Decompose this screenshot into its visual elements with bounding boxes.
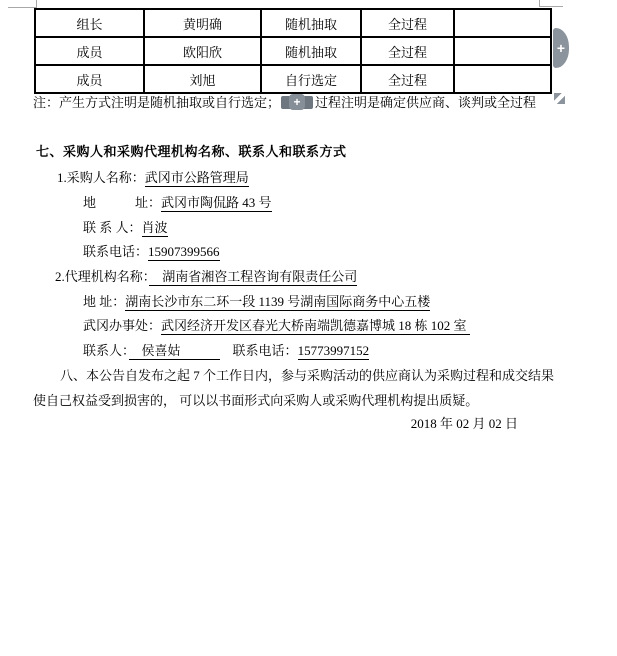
cell-empty [454, 9, 551, 37]
committee-table [34, 8, 552, 94]
purchaser-phone-line [83, 241, 220, 260]
field-value: 湖南省湘咨工程咨询有限责任公司 [149, 269, 358, 284]
section7-heading: 七、采购人和采购代理机构名称、联系人和联系方式 [36, 144, 347, 159]
plus-icon: + [556, 40, 566, 56]
field-label: 2.代理机构名称： [55, 269, 150, 284]
field-label: 地 址： [83, 294, 126, 309]
field-value: 15773997152 [297, 343, 370, 358]
table-row [35, 9, 551, 37]
agency-name-line [55, 266, 357, 285]
cell-role: 成员 [35, 37, 144, 65]
cell-selection-method: 随机抽取 [261, 9, 361, 37]
table-note [33, 92, 536, 111]
cell-process: 全过程 [361, 37, 454, 65]
field-label: 1.采购人名称： [57, 170, 145, 185]
section8-paragraph-line1: 八、本公告自发布之起 7 个工作日内，参与采购活动的供应商认为采购过程和成交结果 [60, 368, 555, 383]
cell-selection-method: 自行选定 [261, 65, 361, 93]
cell-selection-method: 随机抽取 [261, 37, 361, 65]
cell-role: 组长 [35, 9, 144, 37]
field-value: 湖南长沙市东二环一段 1139 号湖南国际商务中心五楼 [125, 294, 431, 309]
note-prefix: 注：产生方式注明是随机抽取或自行选定； [33, 95, 281, 110]
field-value: 武冈市公路管理局 [144, 170, 249, 185]
field-label: 联系电话： [232, 343, 298, 358]
crop-mark-top-right-vertical [539, 0, 540, 6]
field-label: 地 址： [83, 195, 162, 210]
field-value: 肖波 [141, 220, 168, 235]
plus-icon: + [289, 94, 305, 110]
cell-name: 黄明确 [144, 9, 261, 37]
diagonal-resize-icon[interactable] [554, 93, 565, 104]
crop-mark-top-left-horizontal [8, 7, 37, 8]
plus-overlay-badge[interactable] [281, 96, 313, 109]
cell-process: 全过程 [361, 65, 454, 93]
cell-name: 欧阳欣 [144, 37, 261, 65]
agency-office-line [83, 315, 470, 334]
cell-role: 成员 [35, 65, 144, 93]
field-value: 侯喜姑 [128, 343, 220, 358]
field-label: 武冈办事处： [83, 318, 162, 333]
agency-address-line [83, 291, 430, 310]
table-row [35, 65, 551, 93]
add-row-button[interactable] [553, 28, 569, 68]
crop-mark-top-left-vertical [36, 0, 37, 7]
field-label: 联系人： [83, 343, 129, 358]
cell-empty [454, 65, 551, 93]
section8-paragraph-line2: 使自己权益受到损害的， 可以以书面形式向采购人或采购代理机构提出质疑。 [33, 393, 479, 408]
field-label: 联 系 人： [83, 220, 142, 235]
publish-date: 2018 年 02 月 02 日 [410, 416, 518, 431]
note-suffix: 过程注明是确定供应商、谈判或全过程 [315, 95, 537, 110]
cell-process: 全过程 [361, 9, 454, 37]
purchaser-address-line [83, 192, 272, 211]
purchaser-contact-line [83, 217, 168, 236]
spacer [220, 343, 233, 358]
purchaser-name-line [57, 167, 249, 186]
cell-name: 刘旭 [144, 65, 261, 93]
crop-mark-top-right-horizontal [539, 6, 563, 7]
field-value: 武冈市陶侃路 43 号 [161, 195, 272, 210]
cell-empty [454, 37, 551, 65]
agency-contact-line [83, 340, 369, 359]
field-value: 武冈经济开发区春光大桥南端凯德嘉博城 18 栋 102 室 [161, 318, 470, 333]
field-label: 联系电话： [83, 244, 149, 259]
field-value: 15907399566 [148, 244, 220, 259]
table-row [35, 37, 551, 65]
